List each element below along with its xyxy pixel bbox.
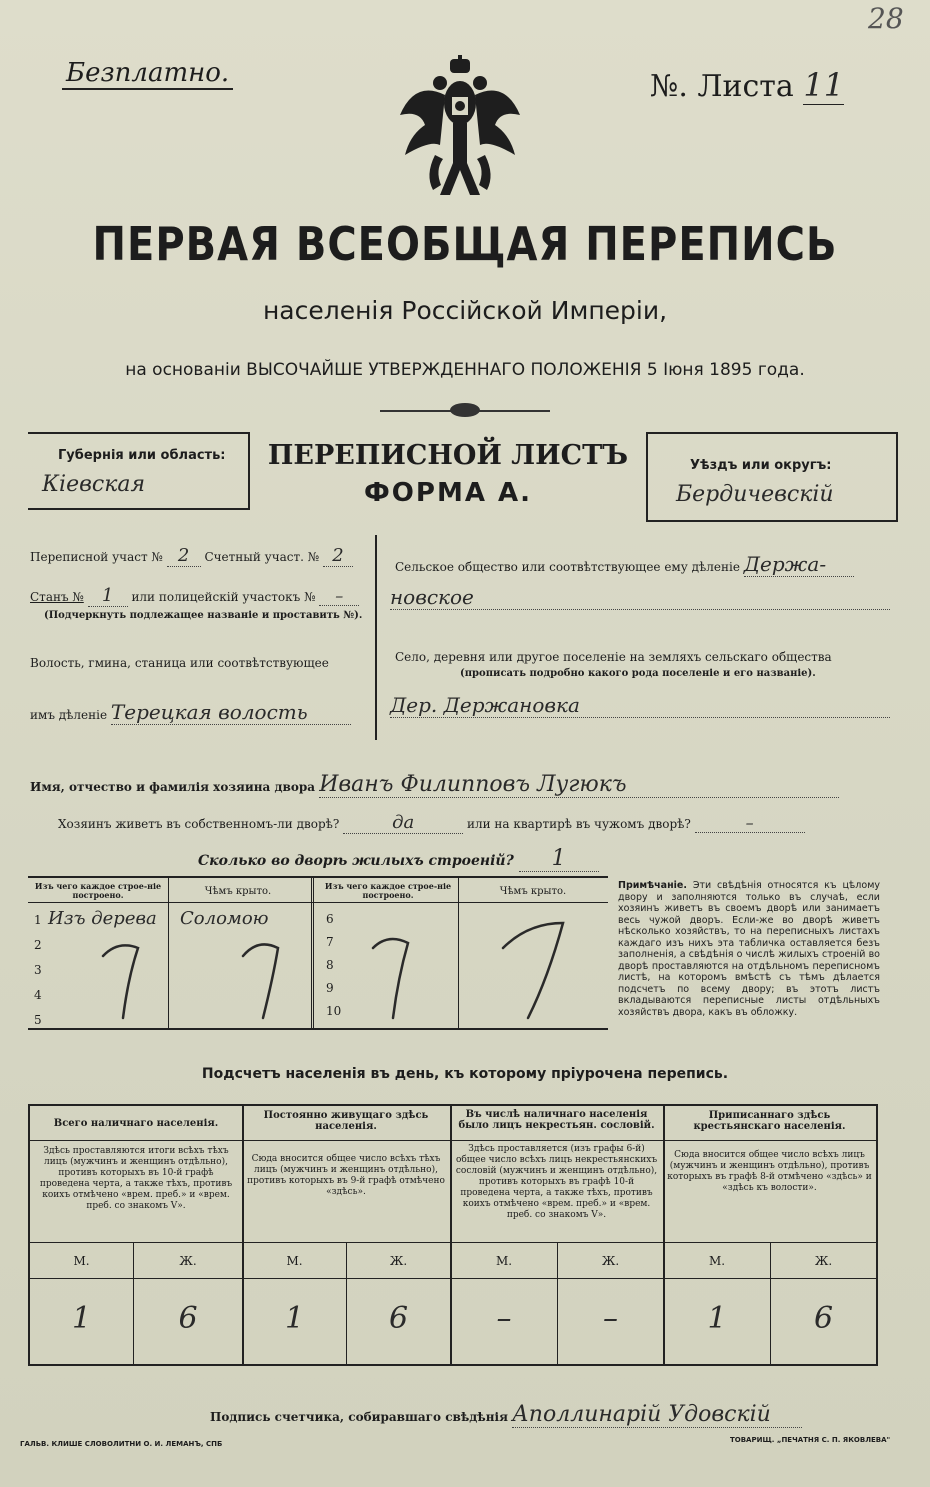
rented-value: – [695, 813, 805, 833]
pop-m-label-4: М. [708, 1254, 726, 1268]
row-num: 10 [326, 1004, 342, 1018]
row-num: 2 [34, 938, 42, 952]
pop-col1-desc: Здѣсь проставляются итоги всѣхъ тѣхъ лицъ (мужчинъ и женщинъ отдѣльно), противъ которыхъ въ 10-й графѣ проведена черта, а также тѣхъ, противъ коихъ отмѣчено «врем. преб.» и «врем. преб. со знакомъ V». [39, 1146, 233, 1211]
fields-divider [375, 535, 377, 740]
count-plot-value: 2 [323, 545, 353, 567]
note-block [618, 880, 880, 1018]
guberniya-label: Губернія или область: [58, 448, 226, 463]
note-label: Примѣчаніе. [618, 880, 687, 891]
printer-right: ТОВАРИЩ. „ПЕЧАТНЯ С. П. ЯКОВЛЕВА" [730, 1436, 891, 1444]
pop-value-f-2: 6 [388, 1301, 409, 1336]
pop-col3-desc: Здѣсь проставляется (изъ графы 6-й) общее число всѣхъ лицъ некрестьянскихъ сословій (мужчинъ и женщинъ отдѣльно), противъ которыхъ въ графѣ 10-й проведена черта, а также тѣхъ, противъ коихъ отмѣчено «врем. преб.» и «врем. преб. со знакомъ V». [455, 1144, 658, 1220]
row-num: 9 [326, 981, 334, 995]
census-plot-label: Переписной участ № [30, 550, 163, 564]
volost-label: Волость, гмина, станица или соотвѣтствующее [30, 656, 329, 670]
rented-label: или на квартирѣ въ чужомъ дворѣ? [466, 817, 691, 831]
main-title: ПЕРВАЯ ВСЕОБЩАЯ ПЕРЕПИСЬ [92, 218, 838, 272]
form-subtitle: ФОРМА А. [364, 478, 532, 508]
uezd-box [646, 432, 898, 522]
pop-f-label-2: Ж. [389, 1254, 408, 1268]
pop-value-m-3: – [496, 1301, 512, 1336]
society-row [395, 552, 854, 577]
row-num: 5 [34, 1013, 42, 1027]
form-title: ПЕРЕПИСНОЙ ЛИСТЪ [267, 440, 629, 471]
imperial-eagle-emblem [395, 55, 525, 205]
pop-m-label-2: М. [286, 1254, 303, 1268]
buildings-col-roof-right: Чѣмъ крыто. [499, 886, 567, 897]
uezd-label: Уѣздъ или округъ: [690, 458, 832, 473]
pop-col4-desc: Сюда вносится общее число всѣхъ лицъ (мужчинъ и женщинъ отдѣльно), противъ которыхъ въ графѣ 8-й отмѣчено «здѣсь» и «здѣсь къ волости». [667, 1150, 872, 1193]
pop-col2-title: Постоянно живущаго здѣсь населенія. [263, 1110, 429, 1132]
row1-material: Изъ дерева [48, 908, 157, 929]
police-label: или полицейскій участокъ № [131, 590, 316, 604]
own-yard-value: да [343, 812, 463, 834]
buildings-value: 1 [519, 846, 599, 872]
sheet-number-label: №. Листа [650, 69, 794, 104]
ornament-center [450, 403, 480, 417]
underline-note: (Подчеркнуть подлежащее названіе и проставить №). [44, 610, 363, 621]
pop-col4-title: Приписаннаго здѣсь крестьянскаго населенія. [693, 1110, 846, 1132]
printer-left: ГАЛЬВ. КЛИШЕ СЛОВОЛИТНИ О. И. ЛЕМАНЪ, СПБ [20, 1440, 223, 1448]
owner-name-row [30, 772, 839, 798]
pop-row-rule-2 [30, 1242, 876, 1243]
buildings-col-material-left: Изъ чего каждое строе-ніе построено. [34, 881, 162, 900]
row1-roof: Соломою [180, 908, 269, 929]
pop-value-f-3: – [603, 1301, 618, 1336]
buildings-row [198, 846, 599, 872]
sheet-number-block [650, 66, 844, 105]
buildings-label: Сколько во дворѣ жилыхъ строеній? [198, 853, 514, 869]
pop-row-rule-3 [30, 1278, 876, 1279]
volost-value: Терецкая волость [111, 700, 351, 725]
row-num: 3 [34, 963, 42, 977]
row-num: 7 [326, 935, 334, 949]
pop-m-label-3: М. [495, 1254, 513, 1268]
population-heading: Подсчетъ населенія въ день, къ которому пріурочена перепись. [201, 1066, 729, 1082]
volost-row [30, 700, 351, 725]
guberniya-box [28, 432, 250, 510]
pop-f-label-4: Ж. [814, 1254, 833, 1268]
subtitle: населенія Россійской Имперіи, [262, 296, 668, 325]
volost-label-2: имъ дѣленіе [30, 708, 108, 722]
sheet-number-value: 11 [803, 66, 845, 104]
pop-col3-title: Въ числѣ наличнаго населенія было лицъ некрестьян. сословій. [458, 1109, 655, 1131]
stan-value: 1 [88, 585, 128, 607]
signature-label: Подпись счетчика, собиравшаго свѣдѣнія [210, 1410, 508, 1424]
village-note: (прописать подробно какого рода поселеніе и его названіе). [460, 668, 816, 679]
population-table [28, 1104, 878, 1366]
free-label: Безплатно. [62, 58, 233, 90]
row-num: 1 [34, 913, 42, 927]
pop-row-rule-1 [30, 1140, 876, 1141]
society-label: Сельское общество или соотвѣтствующее ему дѣленіе [395, 560, 740, 574]
census-plot-row [30, 545, 353, 567]
pop-value-m-2: 1 [284, 1301, 305, 1336]
archive-page-number: 28 [868, 2, 904, 35]
buildings-col-material-right: Изъ чего каждое строе-ніе построено. [324, 881, 452, 900]
society-value: Держа- [744, 552, 854, 577]
row-num: 8 [326, 958, 334, 972]
pop-value-m-1: 1 [71, 1301, 92, 1336]
village-label: Село, деревня или другое поселеніе на земляхъ сельскаго общества [395, 650, 832, 664]
pop-value-m-4: 1 [707, 1301, 727, 1336]
pop-m-label-1: М. [73, 1254, 90, 1268]
buildings-col-roof-left: Чѣмъ крыто. [204, 886, 272, 897]
own-yard-row [58, 812, 805, 834]
uezd-value: Бердичевскій [676, 482, 834, 507]
owner-name-value: Иванъ Филипповъ Лугюкъ [319, 772, 839, 798]
signature-row [210, 1402, 802, 1428]
own-yard-label: Хозяинъ живетъ въ собственномъ-ли дворѣ? [58, 817, 340, 831]
pop-value-f-4: 6 [813, 1301, 834, 1336]
pop-value-f-1: 6 [178, 1301, 198, 1336]
owner-name-label: Имя, отчество и фамилія хозяина двора [30, 780, 315, 794]
pop-f-label-3: Ж. [601, 1254, 620, 1268]
buildings-table [28, 876, 608, 1030]
signature-value: Аполлинарій Удовскій [512, 1402, 802, 1428]
census-plot-value: 2 [167, 545, 201, 567]
pop-col1-title: Всего наличнаго населенія. [53, 1118, 219, 1129]
stan-label: Станъ № [30, 590, 84, 604]
society-value-2: новское [390, 585, 890, 610]
pop-col2-desc: Сюда вносится общее число всѣхъ тѣхъ лицъ (мужчинъ и женщинъ отдѣльно), противъ которыхъ въ 9-й графѣ отмѣчено «здѣсь». [247, 1154, 445, 1197]
basis-line: на основаніи ВЫСОЧАЙШЕ УТВЕРЖДЕННАГО ПОЛОЖЕНІЯ 5 Іюня 1895 года. [125, 360, 805, 380]
village-value: Дер. Держановка [390, 693, 890, 718]
count-plot-label: Счетный участ. № [204, 550, 320, 564]
guberniya-value: Кіевская [42, 472, 146, 497]
note-text: Эти свѣдѣнія относятся къ цѣлому двору и заполняются только въ случаѣ, если хозяинъ живетъ въ своемъ дворѣ или занимаетъ весь чужой дворъ. Если-же во дворѣ живетъ нѣсколько хозяйствъ, то на переписныхъ листахъ каждаго изъ нихъ эта табличка оставляется безъ заполненія, а свѣдѣнія о числѣ жилыхъ строеній во дворѣ проставляются на отдѣльномъ переписномъ листѣ, на которомъ вмѣстѣ съ тѣмъ дѣлается подсчетъ по всему двору; въ этотъ листъ вкладываются переписные листы отдѣльныхъ хозяйствъ двора, какъ въ обложку. [618, 880, 880, 1018]
row-num: 6 [326, 912, 334, 926]
stan-row [30, 585, 359, 607]
pop-f-label-1: Ж. [179, 1254, 197, 1268]
police-value: – [319, 586, 359, 606]
row-num: 4 [34, 988, 42, 1002]
ditto-marks [28, 878, 608, 1028]
